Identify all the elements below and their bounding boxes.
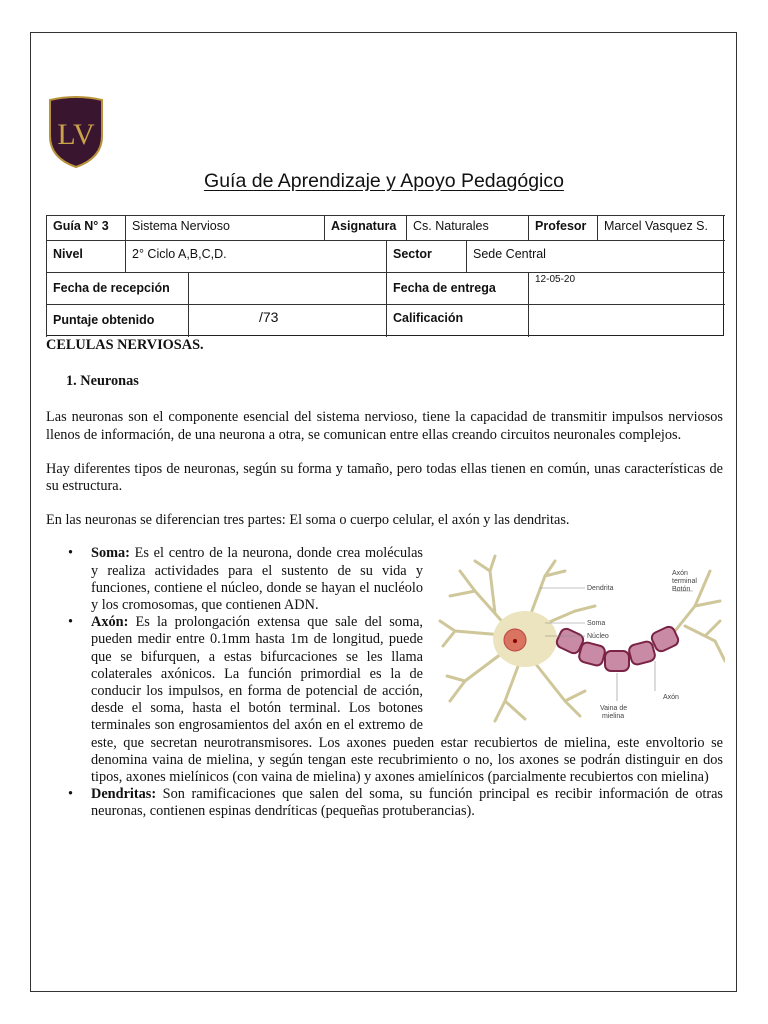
calificacion-label: Calificación — [386, 304, 528, 337]
guia-value: Sistema Nervioso — [125, 215, 324, 241]
nivel-value: 2° Ciclo A,B,C,D. — [125, 240, 386, 273]
info-table — [46, 215, 724, 336]
paragraph: Las neuronas son el componente esencial del sistema nervioso, tiene la capacidad de transmitir impulsos nerviosos llenos de información, de una neurona a otra, se comunican entre ellas creando circuitos neuronales complejos. — [46, 409, 723, 443]
recepcion-label: Fecha de recepción — [46, 272, 188, 305]
profesor-value: Marcel Vasquez S. — [597, 215, 725, 241]
svg-text:Axón: Axón — [672, 570, 688, 578]
calificacion-value[interactable] — [528, 304, 725, 337]
sector-value: Sede Central — [466, 240, 725, 273]
svg-text:Botón: Botón — [672, 586, 691, 594]
nivel-label: Nivel — [46, 240, 126, 273]
asignatura-label: Asignatura — [324, 215, 406, 241]
svg-text:Soma: Soma — [587, 620, 606, 628]
section-title: CELULAS NERVIOSAS. — [46, 337, 204, 353]
asignatura-value: Cs. Naturales — [406, 215, 528, 241]
puntaje-value[interactable]: /73 — [188, 304, 386, 337]
entrega-value: 12-05-20 — [528, 272, 725, 305]
list-item-axon: • Axón: Es la prolongación extensa que sale del soma, pueden medir entre 0.1mm hasta 1m de longitud, puede que se bifurquen, a estas bifurcaciones se les llama colaterales axónicos. La función primordial es la de conducir los impulsos, en forma de potencial de acción, desde el soma, hasta el botón terminal. Los botones terminales son engrosamientos del axón en el extremo de este, que secretan neurotransmisores. Los axones pueden estar recubiertos de mielina, este envoltorio se denomina vaina de mielina, y según tengan este recubrimiento o no, los axones se podrán distinguir en dos tipos, axones mielínicos (con vaina de mielina) y axones amielínicos (parcialmente recubiertos con mielina) — [68, 614, 723, 786]
sector-label: Sector — [386, 240, 466, 273]
document-content — [46, 337, 723, 821]
svg-text:Vaina de: Vaina de — [600, 705, 628, 713]
svg-text:mielina: mielina — [602, 713, 625, 721]
svg-text:LV: LV — [57, 118, 95, 151]
recepcion-value[interactable] — [188, 272, 386, 305]
profesor-label: Profesor — [528, 215, 597, 241]
paragraph: En las neuronas se diferencian tres partes: El soma o cuerpo celular, el axón y las dendritas. — [46, 512, 570, 529]
svg-text:Axón: Axón — [663, 694, 679, 702]
svg-text:Dendrita: Dendrita — [587, 585, 614, 593]
neuron-parts-list — [46, 545, 723, 820]
school-logo — [47, 96, 105, 168]
subsection-title: 1. Neuronas — [66, 373, 139, 390]
guia-label: Guía N° 3 — [46, 215, 126, 241]
paragraph: Hay diferentes tipos de neuronas, según su forma y tamaño, pero todas ellas tienen en común, unas características de su estructura. — [46, 460, 723, 495]
svg-text:Núcleo: Núcleo — [587, 633, 609, 641]
svg-text:terminal: terminal — [672, 578, 697, 586]
entrega-label: Fecha de entrega — [386, 272, 528, 305]
page-title: Guía de Aprendizaje y Apoyo Pedagógico — [204, 170, 564, 192]
list-item-dendritas: • Dendritas: Son ramificaciones que salen del soma, su función principal es recibir información de otras neuronas, contienen espinas dendríticas (pequeñas protuberancias). — [68, 786, 723, 820]
puntaje-label: Puntaje obtenido — [46, 304, 188, 337]
list-item-soma: • Soma: Es el centro de la neurona, donde crea moléculas y realiza actividades para el sustento de su vida y funciones, contiene el núcleo, donde se hayan el nucléolo y los cromosomas, que contienen ADN. — [68, 545, 423, 614]
